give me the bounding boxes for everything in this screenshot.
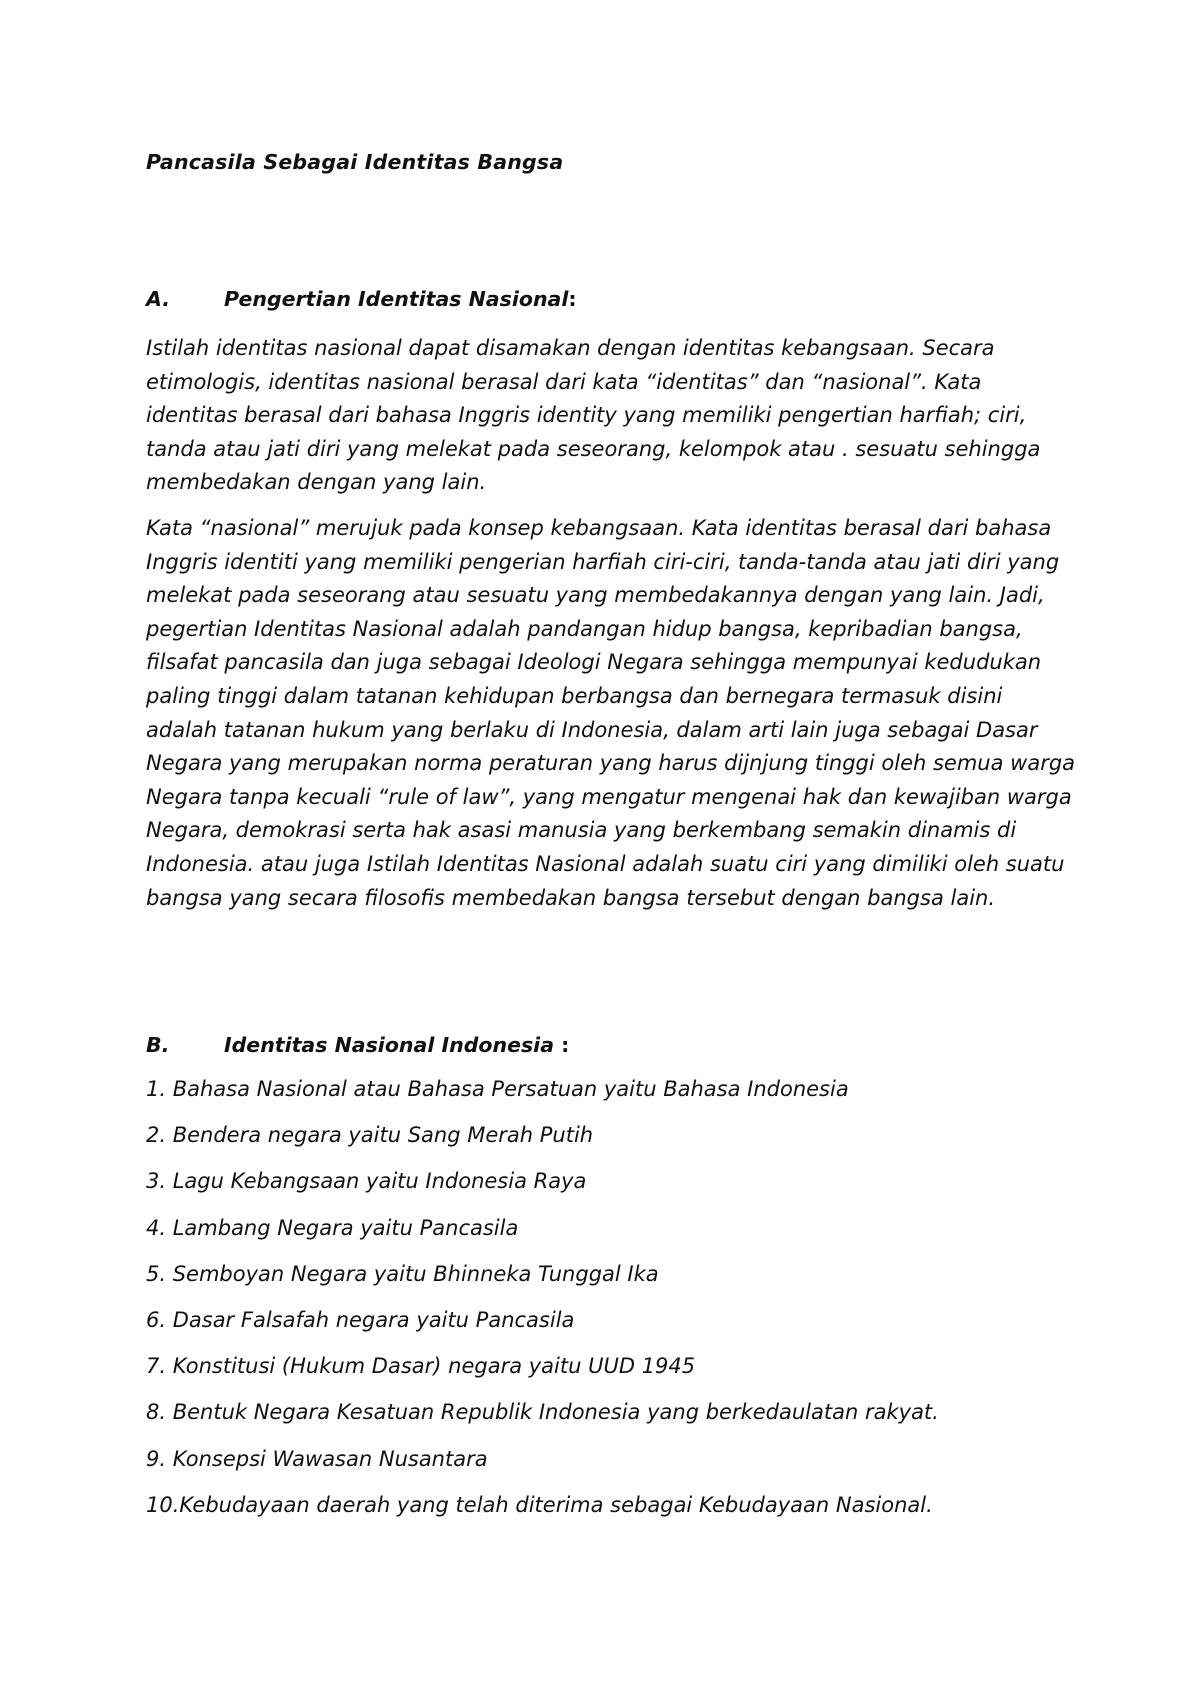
list-item: 4. Lambang Negara yaitu Pancasila xyxy=(146,1215,519,1240)
list-item: 6. Dasar Falsafah negara yaitu Pancasila xyxy=(146,1307,575,1332)
list-item: 1. Bahasa Nasional atau Bahasa Persatuan yaitu Bahasa Indonesia xyxy=(146,1077,849,1101)
identity-list xyxy=(146,1073,939,1535)
list-item: 3. Lagu Kebangsaan yaitu Indonesia Raya xyxy=(146,1169,587,1194)
section-a-letter: A. xyxy=(146,287,171,311)
list-item: 9. Konsepsi Wawasan Nusantara xyxy=(146,1446,488,1471)
list-item: 5. Semboyan Negara yaitu Bhinneka Tunggal Ika xyxy=(146,1261,659,1286)
section-a-heading xyxy=(146,287,577,311)
section-a-colon: : xyxy=(568,287,577,311)
document-title: Pancasila Sebagai Identitas Bangsa xyxy=(146,150,564,174)
section-a-paragraph-1: Istilah identitas nasional dapat disamakan dengan identitas kebangsaan. Secara etimologis, identitas nasional berasal dari kata “identitas” dan “nasional”. Kata identitas berasal dari bahasa Inggris identity yang memiliki pengertian harfiah; ciri, tanda atau jati diri yang melekat pada seseorang, kelompok atau . sesuatu sehingga membedakan dengan yang lain. xyxy=(146,336,1041,495)
list-item: 2. Bendera negara yaitu Sang Merah Putih xyxy=(146,1123,594,1148)
section-b-title: Identitas Nasional Indonesia xyxy=(224,1033,555,1057)
list-item: 10.Kebudayaan daerah yang telah diterima sebagai Kebudayaan Nasional. xyxy=(146,1492,933,1517)
section-a-paragraph-2: Kata “nasional” merujuk pada konsep kebangsaan. Kata identitas berasal dari bahasa Inggris identiti yang memiliki pengerian harfiah ciri-ciri, tanda-tanda atau jati diri yang melekat pada seseorang atau sesuatu yang membedakannya dengan yang lain. Jadi, pegertian Identitas Nasional adalah pandangan hidup bangsa, kepribadian bangsa, filsafat pancasila dan juga sebagai Ideologi Negara sehingga mempunyai kedudukan paling tinggi dalam tatanan kehidupan berbangsa dan bernegara termasuk disini adalah tatanan hukum yang berlaku di Indonesia, dalam arti lain juga sebagai Dasar Negara yang merupakan norma peraturan yang harus dijnjung tinggi oleh semua warga Negara tanpa kecuali “rule of law”, yang mengatur mengenai hak dan kewajiban warga Negara, demokrasi serta hak asasi manusia yang berkembang semakin dinamis di Indonesia. atau juga Istilah Identitas Nasional adalah suatu ciri yang dimiliki oleh suatu bangsa yang secara filosofis membedakan bangsa tersebut dengan bangsa lain. xyxy=(146,516,1076,910)
section-b-heading xyxy=(146,1033,569,1057)
section-b-colon: : xyxy=(554,1033,570,1057)
section-a-title: Pengertian Identitas Nasional xyxy=(224,287,569,311)
section-b-letter: B. xyxy=(146,1033,170,1057)
list-item: 8. Bentuk Negara Kesatuan Republik Indonesia yang berkedaulatan rakyat. xyxy=(146,1400,939,1425)
list-item: 7. Konstitusi (Hukum Dasar) negara yaitu UUD 1945 xyxy=(146,1354,696,1379)
